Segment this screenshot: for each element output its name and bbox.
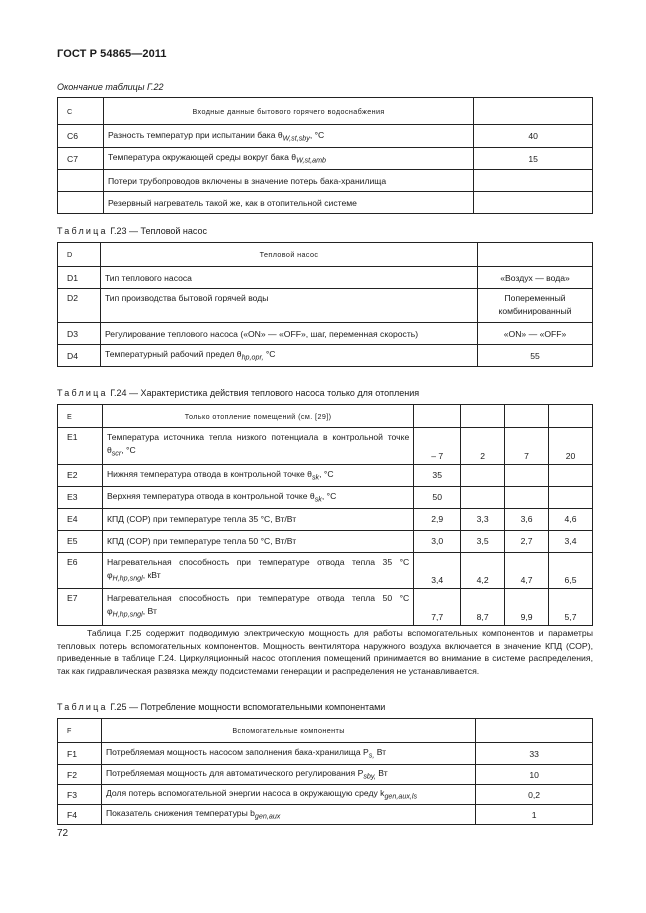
table-header-row: [58, 719, 593, 743]
column-header-value: [474, 98, 593, 125]
row-value: 2: [461, 428, 505, 465]
row-value: 6,5: [549, 552, 593, 589]
row-value: 4,7: [505, 552, 549, 589]
row-value: 5,7: [549, 589, 593, 626]
row-value: 3,4: [549, 530, 593, 552]
row-code: Е7: [58, 589, 103, 626]
row-description: Температура окружающей среды вокруг бака $\theta_{W,st,amb}$: [103, 148, 473, 170]
row-value: [549, 486, 593, 508]
row-code: D2: [58, 289, 101, 323]
row-code: F2: [58, 765, 102, 785]
row-value: 3,4: [414, 552, 461, 589]
row-value: 9,9: [505, 589, 549, 626]
table-row: [58, 170, 593, 192]
row-description: Разность температур при испытании бака $\theta_{W,st,sby}$, °С: [103, 125, 473, 148]
table-g22-caption: Окончание таблицы Г.22: [57, 82, 164, 92]
table-row: [58, 148, 593, 170]
body-paragraph: Таблица Г.25 содержит подводимую электрическую мощность для работы вспомогательных компонентов и параметры тепловых потерь вспомогательных компонентов. Мощность вентилятора наружного воздуха включается в значение КПД (COP), приведенные в таблице Г.24. Циркуляционный насос отопления помещений принимается во внимание в системе распределения, так как гидравлическая развязка между подсистемами генерации и распределения не устанавливается.: [57, 628, 593, 676]
table-row: [58, 125, 593, 148]
table-row: [58, 530, 593, 552]
page-number: 72: [57, 828, 69, 839]
table-row: [58, 589, 593, 626]
row-description: Нагревательная способность при температуре отвода тепла 35 °С $\varphi_{H,hp,sngl}$, кВт: [102, 552, 413, 589]
row-value: 0,2: [476, 785, 593, 805]
column-header-code: Е: [58, 405, 103, 428]
row-value: 20: [549, 428, 593, 465]
row-value: [505, 464, 549, 486]
table-header-row: [58, 405, 593, 428]
row-value: [549, 464, 593, 486]
column-header-title: Только отопление помещений (см. [29]): [102, 405, 413, 428]
row-value: «Воздух — вода»: [478, 267, 593, 289]
row-value: 15: [474, 148, 593, 170]
row-code: Е3: [58, 486, 103, 508]
row-description: Доля потерь вспомогательной энергии насоса в окружающую среду $k_{gen,aux,ls}$: [101, 785, 475, 805]
column-header-value: [461, 405, 505, 428]
table-row: [58, 289, 593, 323]
table-g23: [57, 242, 593, 367]
row-value: 8,7: [461, 589, 505, 626]
row-value: [461, 486, 505, 508]
row-value: 2,9: [414, 508, 461, 530]
table-header-row: [58, 98, 593, 125]
table-row: [58, 508, 593, 530]
row-value: «ON» — «OFF»: [478, 323, 593, 345]
row-description: Температурный рабочий предел $\theta_{hp,opr,}$ °С: [100, 345, 477, 367]
column-header-value: [478, 243, 593, 267]
table-header-row: [58, 243, 593, 267]
table-row: [58, 785, 593, 805]
row-value: Попеременный комбинированный: [478, 289, 593, 323]
document-title: ГОСТ Р 54865—2011: [57, 48, 167, 60]
column-header-title: Вспомогательные компоненты: [101, 719, 475, 743]
row-code: F3: [58, 785, 102, 805]
row-value: [505, 486, 549, 508]
column-header-value: [549, 405, 593, 428]
table-row: [58, 192, 593, 214]
table-g25-caption: Таблица Г.25 — Потребление мощности вспомогательными компонентами: [57, 702, 386, 712]
row-value: 55: [478, 345, 593, 367]
row-description: Потери трубопроводов включены в значение потерь бака-хранилища: [103, 170, 473, 192]
row-value: 3,5: [461, 530, 505, 552]
row-value: 33: [476, 743, 593, 765]
row-value: 1: [476, 805, 593, 825]
row-code: Е4: [58, 508, 103, 530]
row-value: [474, 192, 593, 214]
row-code: С7: [58, 148, 104, 170]
table-g24: [57, 404, 593, 626]
row-description: Температура источника тепла низкого потенциала в контрольной точке $\theta_{scr}$, °С: [102, 428, 413, 465]
table-row: [58, 428, 593, 465]
row-code: F1: [58, 743, 102, 765]
column-header-code: D: [58, 243, 101, 267]
row-description: Регулирование теплового насоса («ON» — «OFF», шаг, переменная скорость): [100, 323, 477, 345]
row-code: [58, 192, 104, 214]
row-code: D3: [58, 323, 101, 345]
row-value: [461, 464, 505, 486]
row-value: 7,7: [414, 589, 461, 626]
table-row: [58, 805, 593, 825]
row-value: 2,7: [505, 530, 549, 552]
row-description: Резервный нагреватель такой же, как в отопительной системе: [103, 192, 473, 214]
row-description: Показатель снижения температуры $b_{gen,aux}$: [101, 805, 475, 825]
row-code: [58, 170, 104, 192]
row-code: F4: [58, 805, 102, 825]
row-description: Потребляемая мощность насосом заполнения бака-хранилища $P_{s,}$ Вт: [101, 743, 475, 765]
row-value: 10: [476, 765, 593, 785]
table-row: [58, 765, 593, 785]
row-description: Нижняя температура отвода в контрольной точке $\theta_{sk}$, °С: [102, 464, 413, 486]
row-description: КПД (COP) при температуре тепла 35 °С, Вт/Вт: [102, 508, 413, 530]
row-code: D1: [58, 267, 101, 289]
table-row: [58, 486, 593, 508]
row-value: 50: [414, 486, 461, 508]
row-value: 35: [414, 464, 461, 486]
row-description: Верхняя температура отвода в контрольной точке $\theta_{sk}$, °С: [102, 486, 413, 508]
table-g25: [57, 718, 593, 825]
row-description: Тип производства бытовой горячей воды: [100, 289, 477, 323]
row-value: [474, 170, 593, 192]
row-value: – 7: [414, 428, 461, 465]
row-code: С6: [58, 125, 104, 148]
row-code: D4: [58, 345, 101, 367]
table-row: [58, 552, 593, 589]
row-description: КПД (COP) при температуре тепла 50 °С, Вт/Вт: [102, 530, 413, 552]
row-value: 3,6: [505, 508, 549, 530]
table-g23-caption: Таблица Г.23 — Тепловой насос: [57, 226, 208, 236]
column-header-title: Входные данные бытового горячего водоснабжения: [103, 98, 473, 125]
table-row: [58, 345, 593, 367]
column-header-value: [505, 405, 549, 428]
table-row: [58, 464, 593, 486]
row-code: Е5: [58, 530, 103, 552]
column-header-value: [476, 719, 593, 743]
row-description: Тип теплового насоса: [100, 267, 477, 289]
table-row: [58, 323, 593, 345]
table-row: [58, 267, 593, 289]
row-code: Е6: [58, 552, 103, 589]
row-value: 7: [505, 428, 549, 465]
table-g22: [57, 97, 593, 214]
column-header-code: F: [58, 719, 102, 743]
column-header-code: С: [58, 98, 104, 125]
table-g24-caption: Таблица Г.24 — Характеристика действия теплового насоса только для отопления: [57, 388, 420, 398]
row-description: Нагревательная способность при температуре отвода тепла 50 °С $\varphi_{H,hp,sngl}$, Вт: [102, 589, 413, 626]
row-code: Е2: [58, 464, 103, 486]
row-value: 3,3: [461, 508, 505, 530]
column-header-value: [414, 405, 461, 428]
row-value: 4,2: [461, 552, 505, 589]
row-code: Е1: [58, 428, 103, 465]
row-value: 3,0: [414, 530, 461, 552]
column-header-title: Тепловой насос: [100, 243, 477, 267]
row-value: 40: [474, 125, 593, 148]
table-row: [58, 743, 593, 765]
row-value: 4,6: [549, 508, 593, 530]
row-description: Потребляемая мощность для автоматического регулирования $P_{sby,}$ Вт: [101, 765, 475, 785]
